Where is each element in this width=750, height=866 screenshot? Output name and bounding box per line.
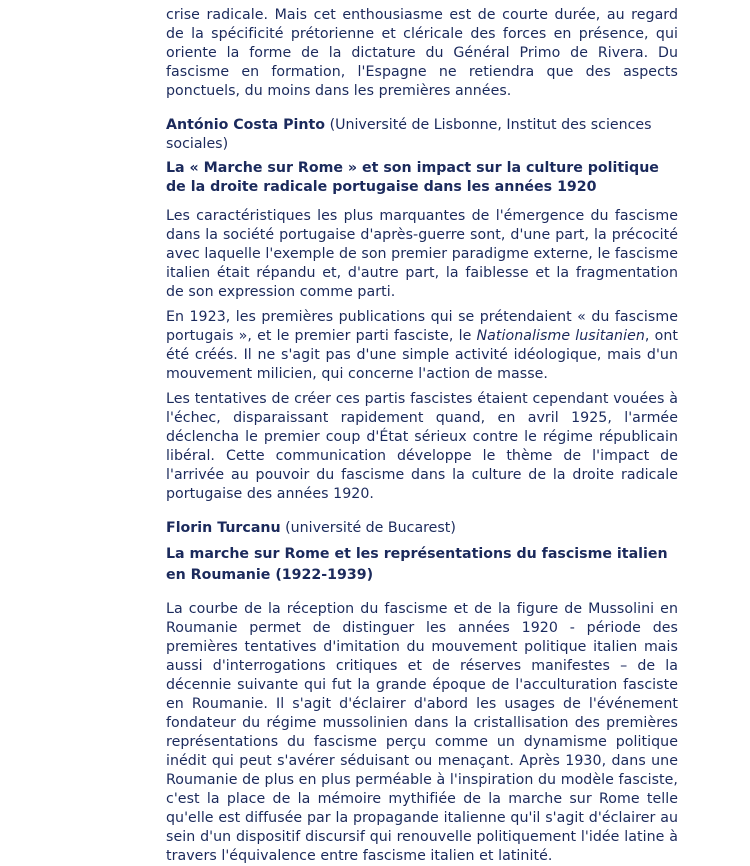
pinto-paragraph-1: Les caractéristiques les plus marquantes de l'émergence du fascisme dans la société portugaise d'après-guerre sont, d'une part, la précocité avec laquelle l'exemple de son premier paradigme externe, le fascisme italien était répandu et, d'autre part, la faiblesse et la fragmentation de son expression comme parti. — [166, 208, 678, 300]
pinto-p2-end: , ont été créés. Il ne s'agit pas d'une simple activité idéologique, mais d'un mouvement milicien, qui concerne l'action de masse. — [166, 328, 678, 382]
talk-title-pinto: La « Marche sur Rome » et son impact sur la culture politique de la droite radicale portugaise dans les années 1920 — [166, 160, 659, 195]
talk-title-turcanu: La marche sur Rome et les représentations du fascisme italien en Roumanie (1922-1939) — [166, 546, 668, 583]
pinto-p2-start: En 1923, les premières publications qui se prétendaient « du fascisme portugais », et le premier parti fasciste, le — [166, 309, 678, 344]
author-name: António Costa Pinto — [166, 117, 326, 133]
party-name: Nationalisme lusitanien — [476, 328, 645, 344]
author-line-pinto — [166, 116, 678, 154]
pinto-paragraph-2 — [166, 308, 678, 384]
author-affiliation: (université de Bucarest) — [285, 520, 456, 536]
author-name: Florin Turcanu — [166, 520, 281, 536]
author-line-turcanu — [166, 519, 678, 538]
author-affiliation: (Université de Lisbonne, Institut des sciences sociales) — [166, 117, 652, 152]
pinto-paragraph-3: Les tentatives de créer ces partis fascistes étaient cependant vouées à l'échec, disparaissant rapidement quand, en avril 1925, l'armée déclencha le premier coup d'État sérieux contre le régime républicain libéral. Cette communication développe le thème de l'impact de l'arrivée au pouvoir du fascisme dans la culture de la droite radicale portugaise des années 1920. — [166, 391, 678, 502]
turcanu-paragraph-1: La courbe de la réception du fascisme et de la figure de Mussolini en Roumanie permet de distinguer les années 1920 - période des premières tentatives d'imitation du mouvement politique italien mais aussi d'interrogations critiques et de réserves manifestes – de la décennie suivante qui fut la grande époque de l'acculturation fasciste en Roumanie. Il s'agit d'éclairer d'abord les usages de l'événement fondateur du régime mussolinien dans la cristallisation des premières représentations du fascisme perçu comme un dynamisme politique inédit qui peut s'avérer séduisant ou menaçant. Après 1930, dans une Roumanie de plus en plus perméable à l'inspiration du modèle fasciste, c'est la place de la mémoire mythifiée de la marche sur Rome telle qu'elle est diffusée par la propagande italienne qu'il s'agit d'éclairer au sein d'un dispositif discursif qui renouvelle politiquement l'idée latine à travers l'équivalence entre fascisme italien et latinité. — [166, 601, 678, 864]
intro-paragraph: crise radicale. Mais cet enthousiasme est de courte durée, au regard de la spécificité prétorienne et cléricale des forces en présence, qui oriente la forme de la dictature du Général Primo de Rivera. Du fascisme en formation, l'Espagne ne retiendra que des aspects ponctuels, du moins dans les premières années. — [166, 7, 678, 99]
